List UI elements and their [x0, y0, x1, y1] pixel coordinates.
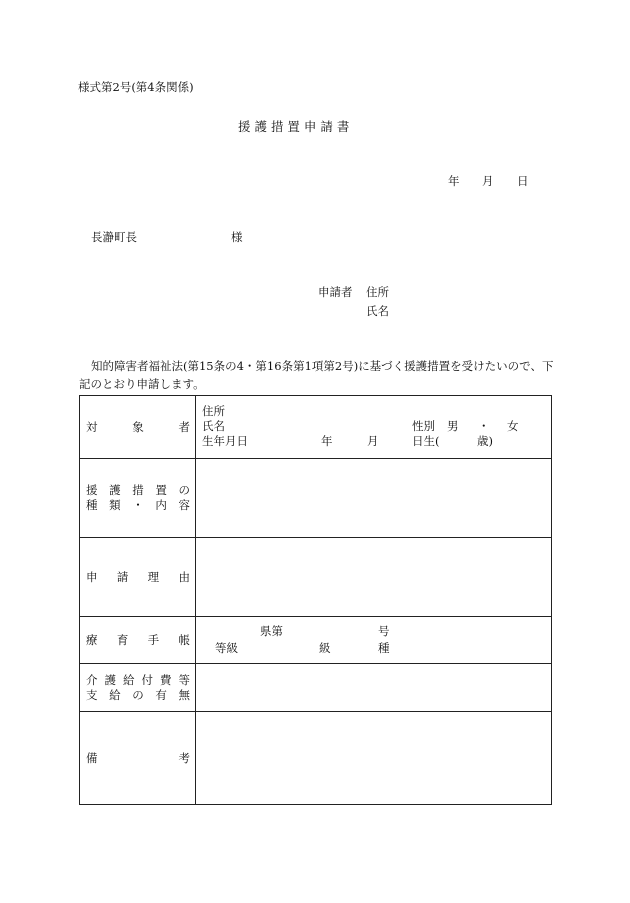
care-content-cell[interactable] — [196, 664, 552, 712]
form-number: 様式第2号(第4条関係) — [78, 80, 194, 94]
handbook-level-label: 級 — [319, 641, 331, 655]
intro-line-2: 記のとおり申請します。 — [79, 377, 205, 391]
applicant-label: 申請者 — [318, 285, 353, 299]
sex-separator: ・ — [478, 419, 490, 433]
date-month-label: 月 — [482, 174, 494, 188]
measures-label-line-2: 種 類 ・ 内 容 — [86, 498, 190, 512]
row-subject — [80, 396, 552, 459]
addressee-mayor: 長瀞町長 — [91, 230, 137, 244]
remarks-content-cell[interactable] — [196, 712, 552, 805]
birth-date-label: 生年月日 — [202, 434, 248, 448]
subject-address-label: 住所 — [202, 404, 225, 418]
remarks-label: 備 考 — [86, 750, 190, 765]
measures-label-line-1: 援 護 措 置 の — [86, 483, 190, 498]
reason-label: 申 請 理 由 — [86, 569, 190, 584]
measures-content-cell[interactable] — [196, 459, 552, 538]
birth-day-age-label: 日生( — [412, 434, 440, 448]
subject-name-label: 氏名 — [202, 419, 225, 433]
remarks-label-cell — [80, 712, 196, 805]
measures-label-cell — [80, 459, 196, 538]
subject-content-cell[interactable] — [196, 396, 552, 459]
row-care — [80, 664, 552, 712]
addressee-honorific: 様 — [231, 230, 243, 244]
handbook-content-cell[interactable] — [196, 617, 552, 664]
date-day-label: 日 — [517, 174, 529, 188]
sex-male-option[interactable]: 男 — [447, 419, 459, 433]
handbook-type-label: 種 — [378, 641, 390, 655]
applicant-address-label: 住所 — [366, 285, 389, 299]
row-reason — [80, 538, 552, 617]
handbook-grade-label: 等級 — [215, 641, 238, 655]
page-title: 援 護 措 置 申 請 書 — [238, 119, 350, 134]
handbook-number-label: 号 — [378, 624, 390, 638]
row-handbook — [80, 617, 552, 664]
birth-month-label: 月 — [367, 434, 379, 448]
care-label-line-2: 支 給 の 有 無 — [86, 687, 190, 702]
handbook-label: 療 育 手 帳 — [86, 632, 190, 647]
age-label: 歳) — [477, 434, 493, 448]
applicant-name-label: 氏名 — [366, 304, 389, 318]
reason-content-cell[interactable] — [196, 538, 552, 617]
reason-label-cell — [80, 538, 196, 617]
subject-label-cell — [80, 396, 196, 459]
sex-label: 性別 — [412, 419, 435, 433]
care-label-line-1: 介 護 給 付 費 等 — [86, 672, 190, 687]
care-label-cell — [80, 664, 196, 712]
subject-label: 対 象 者 — [86, 419, 190, 434]
handbook-label-cell — [80, 617, 196, 664]
application-form-table — [79, 395, 552, 805]
row-measures — [80, 459, 552, 538]
birth-year-label: 年 — [321, 434, 333, 448]
intro-line-1: 知的障害者福祉法(第15条の4・第16条第1項第2号)に基づく援護措置を受けたいので、下 — [91, 359, 554, 373]
date-year-label: 年 — [448, 174, 460, 188]
handbook-prefecture-label: 県第 — [260, 624, 283, 638]
sex-female-option[interactable]: 女 — [507, 419, 519, 433]
row-remarks — [80, 712, 552, 805]
